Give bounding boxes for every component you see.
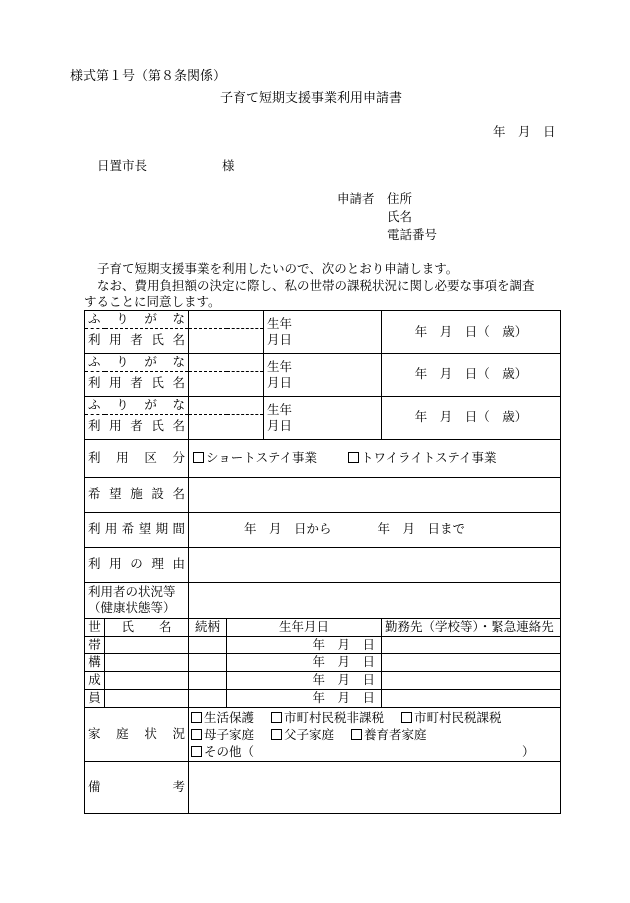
birth-label-1: 生年 xyxy=(267,316,293,332)
status-label xyxy=(85,582,189,618)
application-form-table xyxy=(84,310,561,814)
furigana-input-2[interactable] xyxy=(189,353,264,371)
user-name-label: 利用者氏名 xyxy=(85,371,189,396)
facility-input[interactable] xyxy=(189,477,561,512)
member-work-input-2[interactable] xyxy=(382,654,561,672)
furigana-label: ふりがな xyxy=(85,396,189,414)
birth-label xyxy=(264,353,382,396)
member-name-input-4[interactable] xyxy=(105,690,189,708)
member-name-input-2[interactable] xyxy=(105,654,189,672)
furigana-label: ふりがな xyxy=(85,353,189,371)
phone-label: 電話番号 xyxy=(387,227,438,242)
user-name-label: 利用者氏名 xyxy=(85,328,189,353)
birth-input-2[interactable]: 年 月 日（ 歳） xyxy=(382,353,561,396)
member-relation-input-4[interactable] xyxy=(189,690,227,708)
period-label: 利用希望期間 xyxy=(85,512,189,547)
member-relation-input-3[interactable] xyxy=(189,672,227,690)
user-name-input-1[interactable] xyxy=(189,328,264,353)
birth-input-1[interactable]: 年 月 日（ 歳） xyxy=(382,311,561,354)
intro-line-3: することに同意します。 xyxy=(84,294,221,309)
period-from: 年 月 日から xyxy=(244,521,332,537)
household-side-char: 成 xyxy=(85,672,105,690)
user-name-input-2[interactable] xyxy=(189,371,264,396)
intro-line-1: 子育て短期支援事業を利用したいので、次のとおり申請します。 xyxy=(97,261,459,276)
status-label-2: （健康状態等） xyxy=(88,600,176,616)
member-birth-input-2[interactable]: 年 月 日 xyxy=(227,654,382,672)
checkbox-tax[interactable] xyxy=(401,712,412,723)
applicant-label: 申請者 xyxy=(337,191,375,206)
birth-label-2: 月日 xyxy=(267,331,293,347)
checkbox-single-father[interactable] xyxy=(271,729,282,740)
family-status-label: 家庭状況 xyxy=(85,708,189,762)
member-work-input-3[interactable] xyxy=(382,672,561,690)
household-col-relation: 続柄 xyxy=(189,618,227,636)
birth-label-1: 生年 xyxy=(267,359,293,375)
option-tax: 市町村民税課税 xyxy=(414,710,502,725)
member-work-input-4[interactable] xyxy=(382,690,561,708)
intro-line-2: なお、費用負担額の決定に際し、私の世帯の課税状況に関し必要な事項を調査 xyxy=(97,278,535,293)
option-other: その他（ xyxy=(204,744,255,759)
birth-label xyxy=(264,396,382,439)
household-col-name: 氏 名 xyxy=(105,618,189,636)
option-short-stay: ショートステイ事業 xyxy=(206,449,318,465)
reason-input[interactable] xyxy=(189,547,561,582)
member-birth-input-4[interactable]: 年 月 日 xyxy=(227,690,382,708)
period-to: 年 月 日まで xyxy=(377,521,466,537)
checkbox-single-mother[interactable] xyxy=(191,729,202,740)
option-single-mother: 母子家庭 xyxy=(204,727,255,742)
checkbox-other[interactable] xyxy=(191,746,202,757)
household-col-work: 勤務先（学校等）・緊急連絡先 xyxy=(382,618,561,636)
checkbox-nontax[interactable] xyxy=(271,712,282,723)
user-name-input-3[interactable] xyxy=(189,414,264,439)
member-work-input-1[interactable] xyxy=(382,636,561,654)
member-name-input-3[interactable] xyxy=(105,672,189,690)
furigana-input-1[interactable] xyxy=(189,311,264,329)
remarks-input[interactable] xyxy=(189,762,561,814)
member-birth-input-1[interactable]: 年 月 日 xyxy=(227,636,382,654)
household-side-char: 構 xyxy=(85,654,105,672)
user-name-label: 利用者氏名 xyxy=(85,414,189,439)
application-date: 年 月 日 xyxy=(493,124,556,139)
page-title: 子育て短期支援事業利用申請書 xyxy=(220,91,403,106)
birth-label-1: 生年 xyxy=(267,402,293,418)
usage-category-options xyxy=(189,439,561,477)
birth-label xyxy=(264,311,382,354)
member-relation-input-1[interactable] xyxy=(189,636,227,654)
household-col-birth: 生年月日 xyxy=(227,618,382,636)
household-side-char: 世 xyxy=(85,618,105,636)
checkbox-twilight-stay[interactable] xyxy=(348,452,359,463)
reason-label: 利用の理由 xyxy=(85,547,189,582)
checkbox-welfare[interactable] xyxy=(191,712,202,723)
birth-label-2: 月日 xyxy=(267,417,293,433)
facility-label: 希望施設名 xyxy=(85,477,189,512)
status-label-1: 利用者の状況等 xyxy=(88,583,176,599)
checkbox-foster[interactable] xyxy=(351,729,362,740)
furigana-label: ふりがな xyxy=(85,311,189,329)
household-side-char: 員 xyxy=(85,690,105,708)
member-relation-input-2[interactable] xyxy=(189,654,227,672)
usage-category-label: 利用区分 xyxy=(85,439,189,477)
member-birth-input-3[interactable]: 年 月 日 xyxy=(227,672,382,690)
family-status-options xyxy=(189,708,561,762)
option-twilight-stay: トワイライトステイ事業 xyxy=(361,449,497,465)
option-single-father: 父子家庭 xyxy=(284,727,335,742)
household-side-char: 帯 xyxy=(85,636,105,654)
checkbox-short-stay[interactable] xyxy=(193,452,204,463)
address-label: 住所 xyxy=(387,191,413,206)
addressee: 日置市長 様 xyxy=(97,158,235,173)
remarks-label: 備考 xyxy=(85,762,189,814)
option-welfare: 生活保護 xyxy=(204,710,255,725)
period-input[interactable] xyxy=(189,512,561,547)
birth-label-2: 月日 xyxy=(267,374,293,390)
status-input[interactable] xyxy=(189,582,561,618)
form-number: 様式第１号（第８条関係） xyxy=(70,69,227,84)
member-name-input-1[interactable] xyxy=(105,636,189,654)
furigana-input-3[interactable] xyxy=(189,396,264,414)
option-foster: 養育者家庭 xyxy=(364,727,427,742)
applicant-name-label: 氏名 xyxy=(387,209,413,224)
birth-input-3[interactable]: 年 月 日（ 歳） xyxy=(382,396,561,439)
option-nontax: 市町村民税非課税 xyxy=(284,710,385,725)
option-other-close: ） xyxy=(522,744,535,759)
